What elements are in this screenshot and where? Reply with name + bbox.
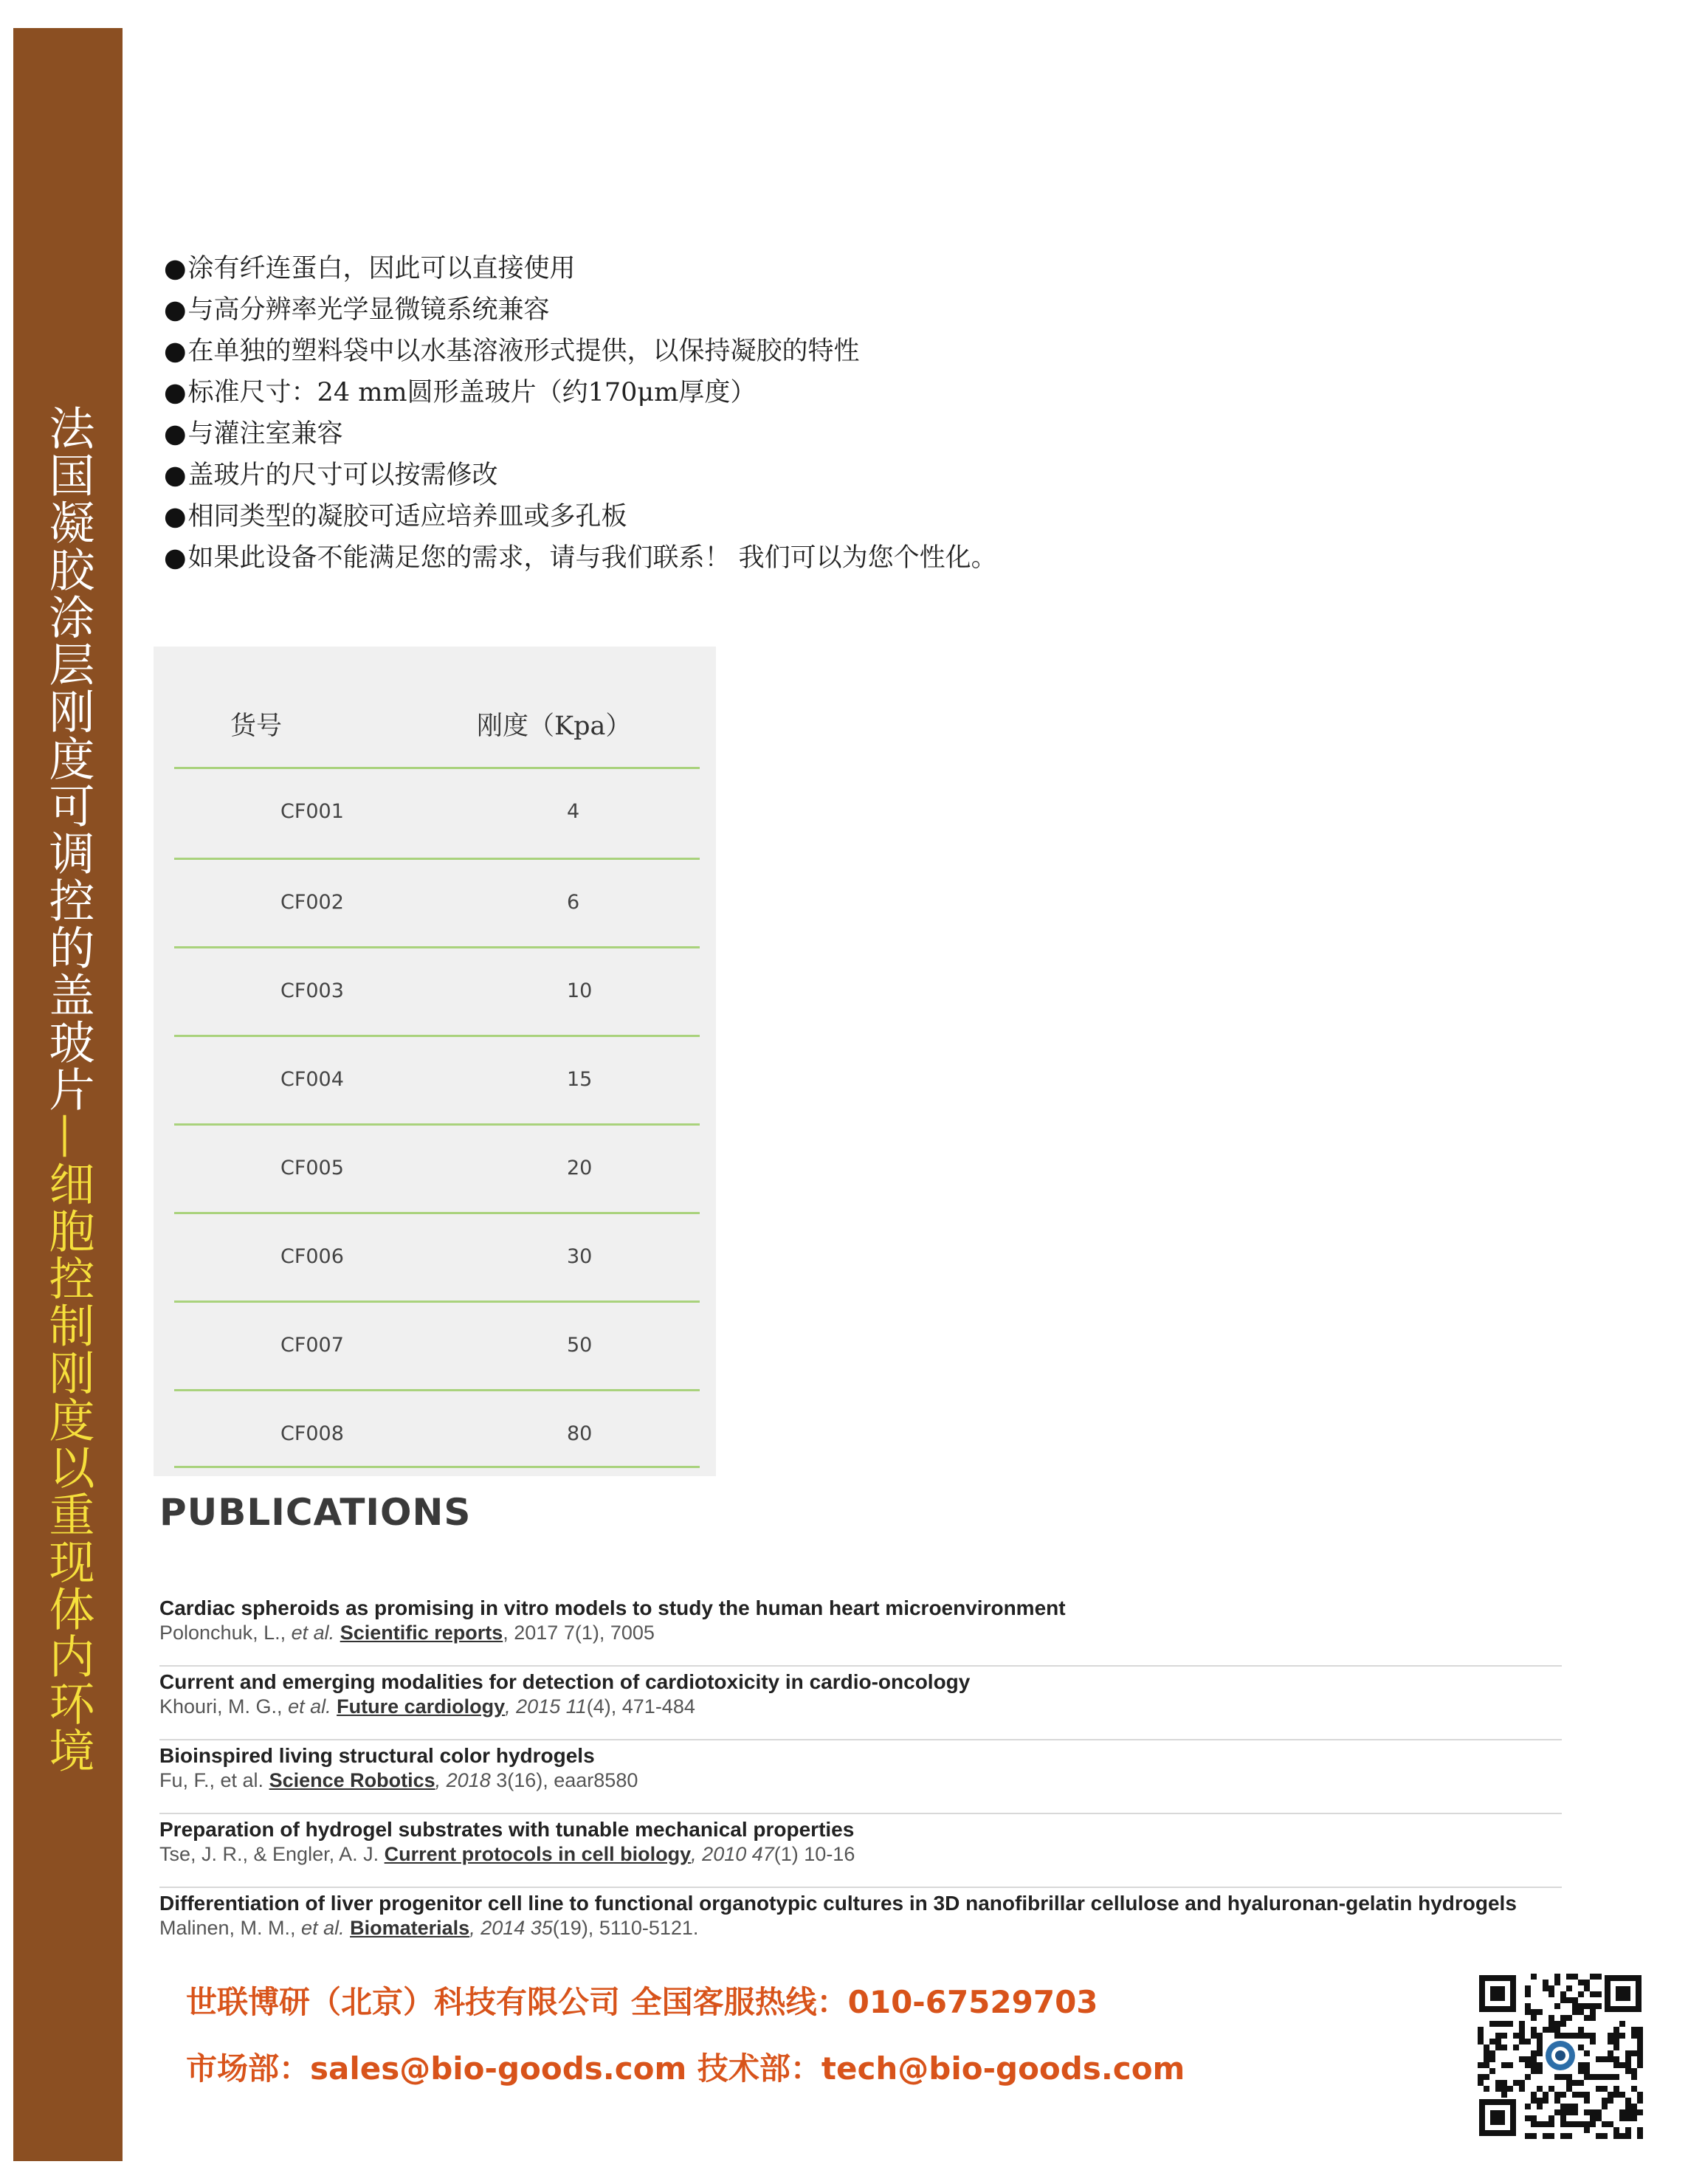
publication-item (159, 1740, 1562, 1814)
sidebar-title-sub: —细胞控制刚度以重现体内环境 (41, 1113, 95, 1774)
publication-citation: Polonchuk, L., et al. Scientific reports, 2017 7(1), 7005 (159, 1622, 655, 1644)
bullet-icon: ● (164, 502, 187, 531)
feature-list (164, 248, 1271, 579)
publication-item (159, 1593, 1562, 1667)
publications-heading: PUBLICATIONS (159, 1491, 472, 1534)
header-catalog-no: 货号 (230, 712, 283, 741)
publication-item (159, 1888, 1562, 1960)
publication-citation: Fu, F., et al. Science Robotics, 2018 3(16), eaar8580 (159, 1769, 638, 1791)
row-code: CF002 (280, 891, 344, 914)
publication-title: Cardiac spheroids as promising in vitro models to study the human heart microenvironment (159, 1596, 1066, 1619)
feature-item: ●标准尺寸：24 mm圆形盖玻片（约170μm厚度） (164, 378, 757, 407)
table-header (154, 647, 716, 765)
feature-item: ●与灌注室兼容 (164, 419, 343, 449)
footer-company-hotline: 世联博研（北京）科技有限公司 全国客服热线：010-67529703 (186, 1984, 1098, 2020)
feature-item: ●相同类型的凝胶可适应培养皿或多孔板 (164, 502, 627, 531)
row-stiffness: 50 (567, 1334, 593, 1357)
table-row (154, 1303, 716, 1391)
row-stiffness: 4 (567, 800, 580, 823)
sidebar-title (13, 404, 123, 2102)
publication-title: Bioinspired living structural color hydrogels (159, 1744, 595, 1767)
journal-link[interactable]: Biomaterials (350, 1917, 470, 1939)
row-stiffness: 20 (567, 1157, 593, 1179)
row-stiffness: 80 (567, 1422, 593, 1445)
row-stiffness: 30 (567, 1245, 593, 1268)
feature-item: ●涂有纤连蛋白，因此可以直接使用 (164, 254, 576, 283)
table-row (154, 1037, 716, 1126)
stiffness-table (154, 647, 716, 1476)
feature-item: ●如果此设备不能满足您的需求，请与我们联系！ 我们可以为您个性化。 (164, 543, 997, 573)
row-code: CF006 (280, 1245, 344, 1268)
row-code: CF004 (280, 1068, 344, 1091)
table-row (154, 860, 716, 948)
feature-item: ●在单独的塑料袋中以水基溶液形式提供，以保持凝胶的特性 (164, 337, 860, 366)
publication-list (159, 1593, 1562, 1960)
publication-citation: Khouri, M. G., et al. Future cardiology, 2015 11(4), 471-484 (159, 1695, 695, 1718)
row-stiffness: 15 (567, 1068, 593, 1091)
journal-link[interactable]: Scientific reports (340, 1622, 503, 1644)
publication-citation: Tse, J. R., & Engler, A. J. Current protocols in cell biology, 2010 47(1) 10-16 (159, 1843, 855, 1865)
table-row (154, 1214, 716, 1303)
footer-emails: 市场部：sales@bio-goods.com 技术部：tech@bio-goods.com (186, 2050, 1185, 2087)
sidebar-title-main: 法国凝胶涂层刚度可调控的盖玻片 (41, 404, 95, 1113)
qr-code-icon (1476, 1972, 1644, 2139)
bullet-icon: ● (164, 461, 187, 490)
header-stiffness: 刚度（Kpa） (477, 712, 632, 741)
journal-link[interactable]: Science Robotics (269, 1769, 435, 1791)
row-code: CF005 (280, 1157, 344, 1179)
row-code: CF003 (280, 979, 344, 1002)
row-stiffness: 10 (567, 979, 593, 1002)
bullet-icon: ● (164, 543, 187, 573)
row-code: CF007 (280, 1334, 344, 1357)
publication-title: Current and emerging modalities for detection of cardiotoxicity in cardio-oncology (159, 1670, 971, 1693)
table-row (154, 769, 716, 858)
bullet-icon: ● (164, 419, 187, 449)
publication-title: Differentiation of liver progenitor cell line to functional organotypic cultures in 3D nanofibrillar cellulose and hyaluronan-gelatin hydrogels (159, 1892, 1517, 1915)
publication-citation: Malinen, M. M., et al. Biomaterials, 2014 35(19), 5110-5121. (159, 1917, 699, 1939)
row-code: CF008 (280, 1422, 344, 1445)
sidebar-band (13, 28, 123, 2161)
feature-item: ●与高分辨率光学显微镜系统兼容 (164, 295, 550, 325)
publication-item (159, 1814, 1562, 1888)
table-row (154, 948, 716, 1037)
publication-title: Preparation of hydrogel substrates with tunable mechanical properties (159, 1818, 855, 1841)
feature-item: ●盖玻片的尺寸可以按需修改 (164, 461, 498, 490)
bullet-icon: ● (164, 378, 187, 407)
journal-link[interactable]: Current protocols in cell biology (384, 1843, 692, 1865)
table-row (154, 1126, 716, 1214)
bullet-icon: ● (164, 254, 187, 283)
row-stiffness: 6 (567, 891, 580, 914)
bullet-icon: ● (164, 337, 187, 366)
bullet-icon: ● (164, 295, 187, 325)
row-code: CF001 (280, 800, 344, 823)
journal-link[interactable]: Future cardiology (337, 1695, 506, 1718)
table-divider (174, 1466, 700, 1468)
publication-item (159, 1667, 1562, 1740)
